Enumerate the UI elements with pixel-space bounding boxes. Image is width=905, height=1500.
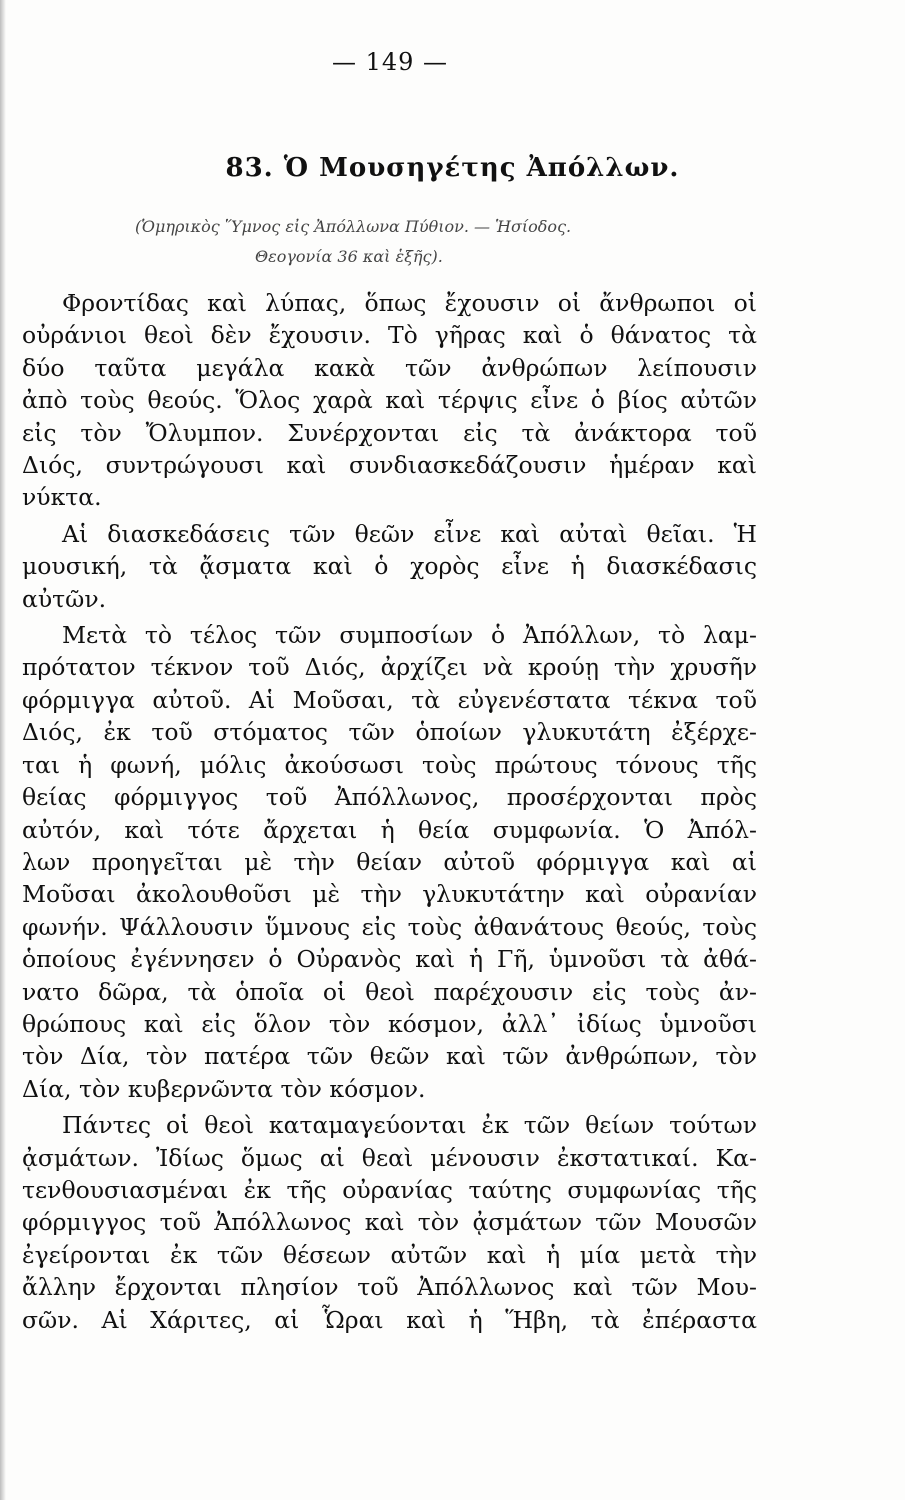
body-text [22, 287, 757, 1336]
source-citation-line-1: (Ὁμηρικὸς Ὕμνος εἰς Ἀπόλλωνα Πύθιον. — Ἡσίοδος. [135, 217, 572, 236]
text-line: λων προηγεῖται μὲ τὴν θείαν αὐτοῦ φόρμιγγα καὶ αἱ [22, 847, 757, 876]
text-line: ἄλλην ἔρχονται πλησίον τοῦ Ἀπόλλωνος καὶ τῶν Μου- [22, 1273, 757, 1302]
text-line: Φροντίδας καὶ λύπας, ὅπως ἔχουσιν οἱ ἄνθρωποι οἱ [62, 289, 757, 317]
text-line: ἀπὸ τοὺς θεούς. Ὅλος χαρὰ καὶ τέρψις εἶνε ὁ βίος αὐτῶν [22, 386, 757, 415]
text-line: ἐγείρονται ἐκ τῶν θέσεων αὐτῶν καὶ ἡ μία μετὰ τὴν [22, 1240, 757, 1269]
text-line: Μοῦσαι ἀκολουθοῦσι μὲ τὴν γλυκυτάτην καὶ οὐρανίαν [22, 880, 757, 909]
text-line: φόρμιγγα αὐτοῦ. Αἱ Μοῦσαι, τὰ εὐγενέστατα τέκνα τοῦ [22, 685, 757, 714]
text-line: Αἱ διασκεδάσεις τῶν θεῶν εἶνε καὶ αὐταὶ θεῖαι. Ἡ [62, 519, 757, 548]
text-line: νύκτα. [22, 483, 102, 512]
text-line: δύο ταῦτα μεγάλα κακὰ τῶν ἀνθρώπων λείπουσιν [22, 353, 757, 382]
paragraph [22, 518, 757, 615]
text-line: τενθουσιασμέναι ἐκ τῆς οὐρανίας ταύτης συμφωνίας τῆς [22, 1175, 757, 1204]
text-line: τὸν Δία, τὸν πατέρα τῶν θεῶν καὶ τῶν ἀνθρώπων, τὸν [22, 1042, 757, 1071]
text-line: Διός, συντρώγουσι καὶ συνδιασκεδάζουσιν ἡμέραν καὶ [22, 451, 757, 480]
text-line: αὐτόν, καὶ τότε ἄρχεται ἡ θεία συμφωνία. Ὁ Ἀπόλ- [22, 815, 757, 844]
paragraph [22, 1109, 757, 1336]
text-line: σῶν. Αἱ Χάριτες, αἱ Ὧραι καὶ ἡ Ἥβη, τὰ ἐπέραστα [22, 1305, 757, 1334]
paragraph [22, 619, 757, 1105]
text-line: ται ἡ φωνή, μόλις ἀκούσωσι τοὺς πρώτους τόνους τῆς [22, 750, 757, 779]
section-title: 83. Ὁ Μουσηγέτης Ἀπόλλων. [225, 153, 680, 183]
text-line: Δία, τὸν κυβερνῶντα τὸν κόσμον. [22, 1074, 426, 1103]
text-line: νατο δῶρα, τὰ ὁποῖα οἱ θεοὶ παρέχουσιν εἰς τοὺς ἀν- [22, 977, 757, 1006]
text-line: θρώπους καὶ εἰς ὅλον τὸν κόσμον, ἀλλ᾽ ἰδίως ὑμνοῦσι [22, 1009, 757, 1038]
text-line: ὁποίους ἐγέννησεν ὁ Οὐρανὸς καὶ ἡ Γῆ, ὑμνοῦσι τὰ ἀθά- [22, 945, 757, 974]
text-line: θείας φόρμιγγος τοῦ Ἀπόλλωνος, προσέρχονται πρὸς [22, 783, 757, 812]
text-line: φωνήν. Ψάλλουσιν ὕμνους εἰς τοὺς ἀθανάτους θεούς, τοὺς [22, 912, 757, 941]
text-line: αὐτῶν. [22, 584, 107, 613]
page-number: — 149 — [331, 48, 449, 76]
source-citation-line-2: Θεογονία 36 καὶ ἑξῆς). [255, 247, 443, 266]
text-line: μουσική, τὰ ᾄσματα καὶ ὁ χορὸς εἶνε ἡ διασκέδασις [22, 552, 757, 581]
text-line: Πάντες οἱ θεοὶ καταμαγεύονται ἐκ τῶν θείων τούτων [62, 1111, 757, 1140]
text-line: εἰς τὸν Ὄλυμπον. Συνέρχονται εἰς τὰ ἀνάκτορα τοῦ [22, 418, 757, 447]
text-line: φόρμιγγος τοῦ Ἀπόλλωνος καὶ τὸν ᾀσμάτων τῶν Μουσῶν [22, 1208, 757, 1237]
text-line: ᾀσμάτων. Ἰδίως ὅμως αἱ θεαὶ μένουσιν ἐκστατικαί. Κα- [22, 1143, 757, 1172]
paragraph [22, 287, 757, 514]
text-line: οὐράνιοι θεοὶ δὲν ἔχουσιν. Τὸ γῆρας καὶ ὁ θάνατος τὰ [22, 321, 757, 350]
text-line: Μετὰ τὸ τέλος τῶν συμποσίων ὁ Ἀπόλλων, τὸ λαμ- [62, 621, 757, 650]
text-line: Διός, ἐκ τοῦ στόματος τῶν ὁποίων γλυκυτάτη ἐξέρχε- [22, 718, 757, 747]
text-line: πρότατον τέκνον τοῦ Διός, ἀρχίζει νὰ κρούῃ τὴν χρυσῆν [22, 653, 757, 682]
source-citation [135, 212, 695, 272]
page-binding-shadow [0, 0, 6, 1500]
